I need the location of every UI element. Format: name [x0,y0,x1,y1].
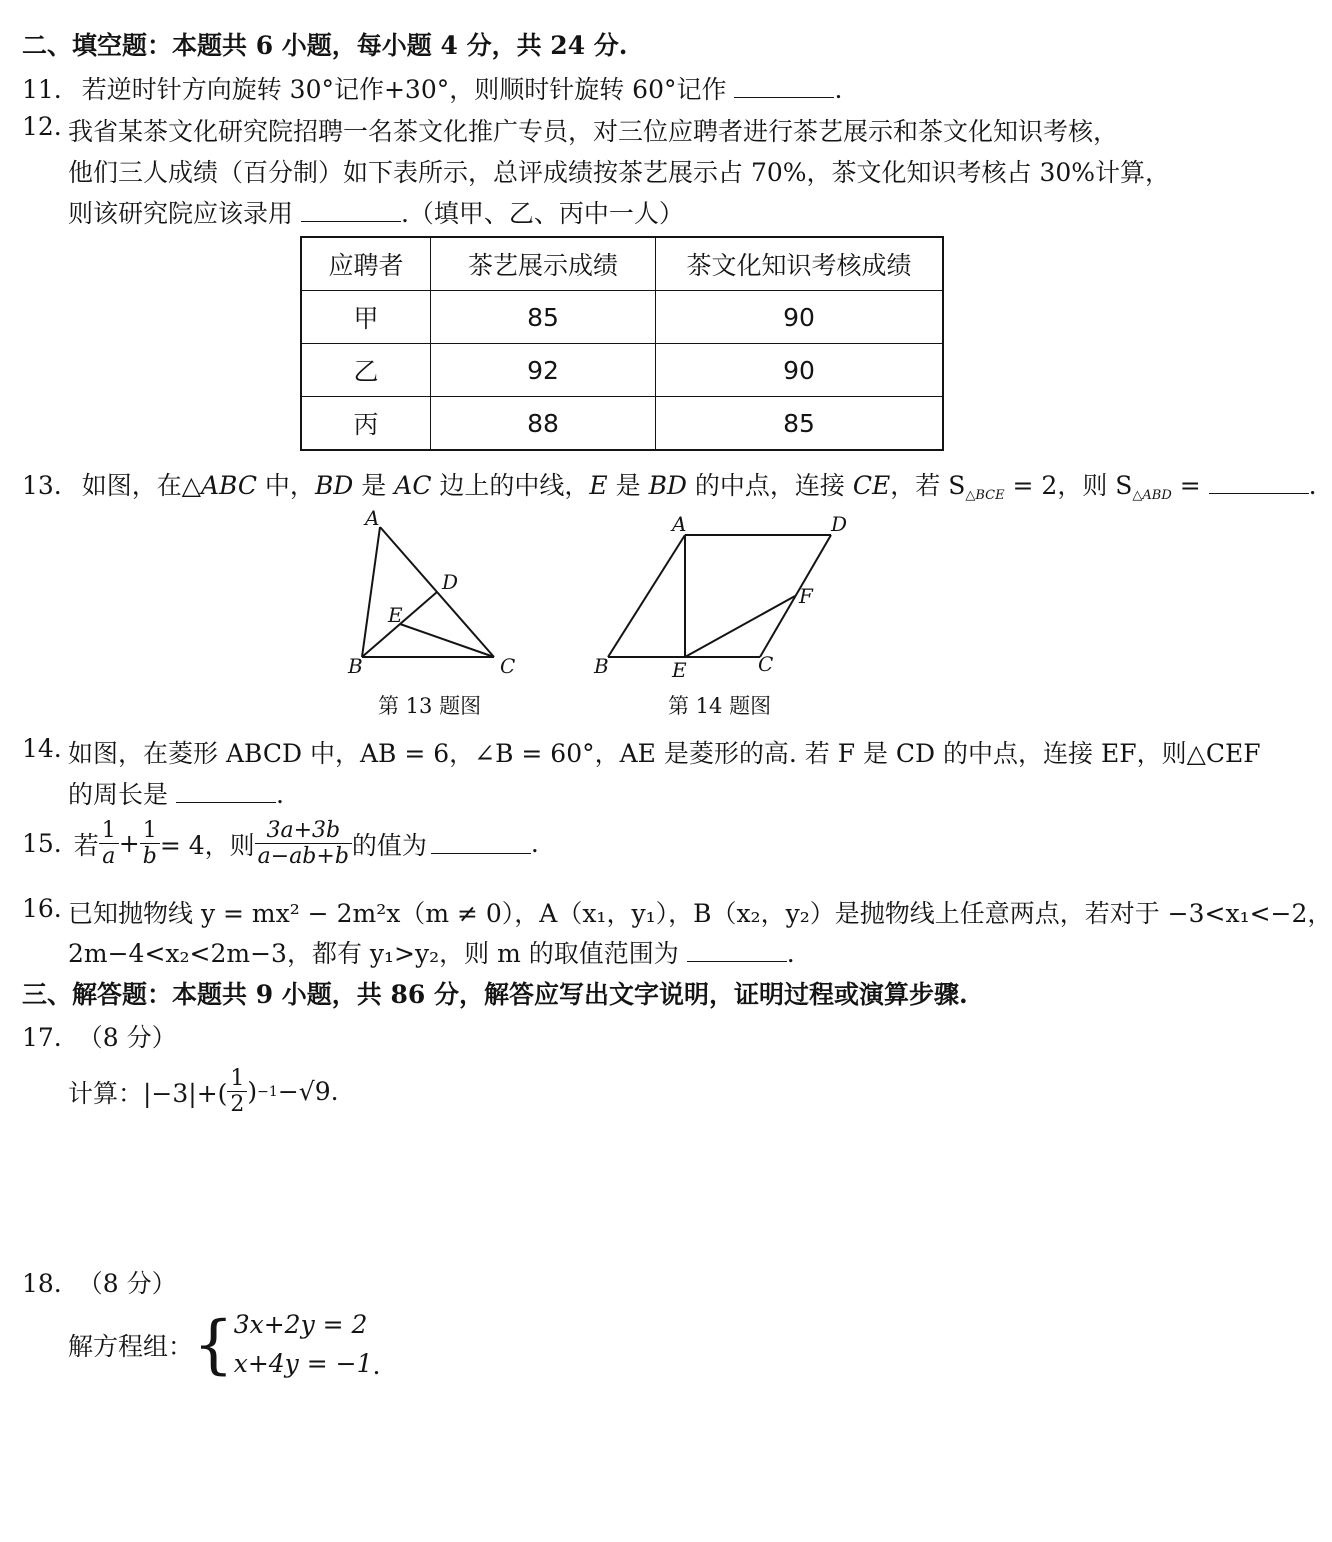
fraction-numerator: 1 [227,1066,247,1092]
table-cell: 丙 [301,397,431,451]
question-13 [22,466,1317,503]
table-row [301,397,943,451]
figure-14-diagram [588,505,858,685]
q17-text: ) [247,1077,258,1107]
q18-score: （8 分） [77,1269,177,1298]
label-a: A [365,506,380,530]
q16-text: 2m−4<x₂<2m−3，都有 y₁>y₂，则 m 的取值范围为 [68,939,679,968]
segment-ab [608,535,685,657]
q14-line-2 [68,775,284,811]
q17-text: 计算：|−3|+( [68,1078,228,1108]
q13-point-e: E [589,471,608,500]
q12-line-3-text: 则该研究院应该录用 [68,199,294,228]
q13-end: . [1308,471,1317,500]
q18-system [68,1306,380,1384]
q17-text: −√9. [277,1077,339,1107]
table-header-cell: 茶艺展示成绩 [431,237,656,291]
question-17-header [22,1018,177,1054]
question-15 [22,818,539,870]
section-3-header: 三、解答题：本题共 9 小题，共 86 分，解答应写出文字说明，证明过程或演算步骤. [22,980,968,1009]
q12-line-3 [68,194,684,230]
q12-line-3-hint: .（填甲、乙、丙中一人） [400,199,684,228]
q13-text: 的中点，连接 [686,471,853,500]
question-18-header [22,1264,177,1300]
table-row [301,291,943,344]
segment-ab [362,527,380,657]
table-cell: 甲 [301,291,431,344]
label-e: E [388,603,403,627]
q15-text: = 4，则 [159,830,255,860]
table-cell: 92 [431,344,656,397]
fraction-numerator: 1 [140,818,160,844]
q13-text: = [1171,471,1201,500]
fraction-denominator: b [142,844,157,870]
table-header-cell: 茶文化知识考核成绩 [656,237,944,291]
system-brace-icon: { [193,1307,234,1382]
q13-segment-ac: AC [394,471,432,500]
q13-subscript: △BCE [965,488,1005,503]
q16-answer-blank [687,941,787,962]
label-d: D [831,512,848,536]
q17-number: 17. [22,1023,62,1052]
q13-text: 是 [353,471,395,500]
label-a: A [672,512,687,536]
q13-text: 边上的中线， [431,471,590,500]
equation-2: x+4y = −1 [233,1348,373,1378]
table-cell: 90 [656,344,944,397]
q14-number: 14. [22,734,62,763]
q18-text: 解方程组： [68,1331,194,1361]
table-cell: 90 [656,291,944,344]
figure-13-diagram [340,505,540,685]
figure-13-caption: 第 13 题图 [378,694,482,718]
fraction-denominator: 2 [230,1092,245,1118]
question-11 [22,70,842,106]
equation-1: 3x+2y = 2 [233,1310,368,1339]
q13-segment-bd: BD [314,471,354,500]
fraction-numerator: 1 [99,818,119,844]
q13-triangle-name: ABC [200,471,257,500]
q18-number: 18. [22,1269,62,1298]
table-header-cell: 应聘者 [301,237,431,291]
label-b: B [348,654,363,678]
q12-answer-blank [301,201,401,222]
q15-number: 15. [22,829,62,859]
q14-end: . [275,780,284,809]
q13-text: 是 [607,471,649,500]
q16-line-2 [68,934,795,970]
segment-dc [760,535,831,657]
q13-segment-bd: BD [648,471,687,500]
label-e: E [672,658,687,682]
table-cell: 85 [431,291,656,344]
q14-text: 的周长是 [68,780,169,809]
fraction-one-half [227,1066,247,1118]
table-cell: 乙 [301,344,431,397]
table-header-row [301,237,943,291]
label-b: B [594,654,609,678]
q15-text: 的值为 [351,830,427,860]
label-c: C [500,654,516,678]
q16-line-1: 已知抛物线 y = mx² − 2m²x（m ≠ 0），A（x₁，y₁），B（x₂，y₂）是抛物线上任意两点，若对于 −3<x₁<−2， [68,899,1332,928]
q15-plus: + [118,829,140,859]
q11-text: 若逆时针方向旋转 30°记作+30°，则顺时针旋转 60°记作 [81,75,727,104]
figure-14-caption: 第 14 题图 [668,694,772,718]
q13-number: 13. [22,471,62,500]
q15-answer-blank [431,833,531,854]
score-table [300,236,944,451]
fraction-1-over-a [99,818,119,870]
label-f: F [799,584,813,608]
q11-answer-blank [734,77,834,98]
table-row [301,344,943,397]
label-c: C [758,652,774,676]
q14-line-1: 如图，在菱形 ABCD 中，AB = 6，∠B = 60°，AE 是菱形的高. 若 F 是 CD 的中点，连接 EF，则△CEF [68,739,1261,768]
q15-text: 若 [73,830,99,860]
q11-end: . [834,75,843,104]
q14-answer-blank [176,782,276,803]
section-2-header: 二、填空题：本题共 6 小题，每小题 4 分，共 24 分. [22,31,628,60]
q13-text: 如图，在△ [81,471,201,500]
fraction-denominator: a−ab+b [257,844,349,870]
fraction-numerator: 3a+3b [255,818,352,844]
table-cell: 88 [431,397,656,451]
q13-answer-blank [1209,473,1309,494]
q12-number: 12. [22,112,62,141]
table-cell: 85 [656,397,944,451]
q13-text: ，若 S [890,471,966,500]
label-d: D [442,570,459,594]
q16-number: 16. [22,894,62,923]
fraction-1-over-b [140,818,160,870]
q11-number: 11. [22,75,62,104]
q15-end: . [530,829,539,859]
fraction-expression [255,818,352,870]
q17-expression [68,1066,339,1118]
q18-end: . [372,1350,381,1380]
q17-exponent: −1 [257,1083,278,1100]
q13-subscript: △ABD [1132,488,1172,503]
q13-text: = 2，则 S [1004,471,1133,500]
q13-segment-ce: CE [852,471,891,500]
q12-line-2: 他们三人成绩（百分制）如下表所示，总评成绩按茶艺展示占 70%，茶文化知识考核占 30%计算， [68,158,1171,187]
fraction-denominator: a [102,844,116,870]
equation-list [234,1306,373,1384]
q16-end: . [786,939,795,968]
q13-text: 中， [256,471,315,500]
q12-line-1: 我省某茶文化研究院招聘一名茶文化推广专员，对三位应聘者进行茶艺展示和茶文化知识考核， [68,117,1119,146]
q17-score: （8 分） [77,1023,177,1052]
